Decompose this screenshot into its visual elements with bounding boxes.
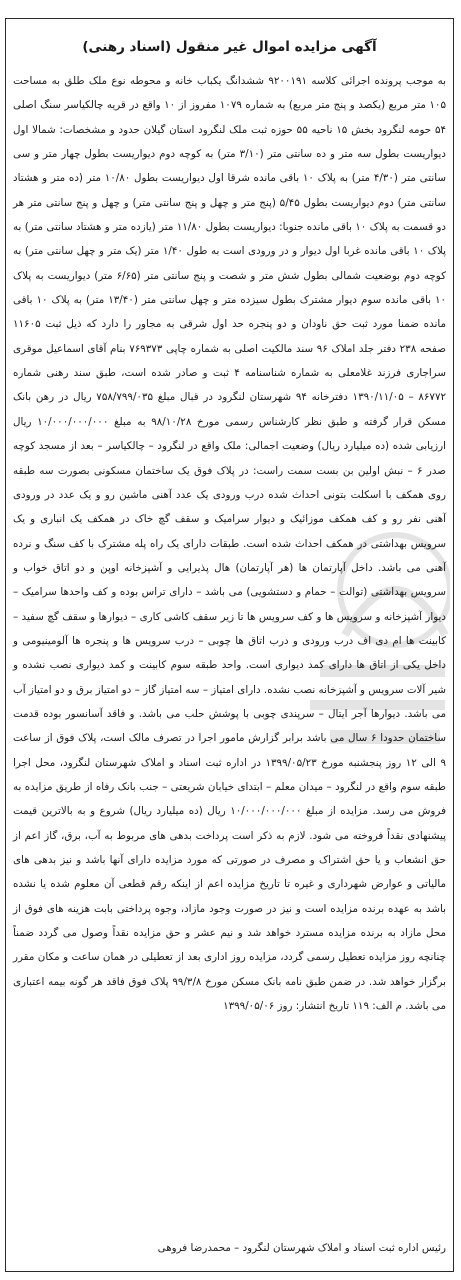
notice-frame xyxy=(5,18,454,1272)
signature-line: رئیس اداره ثبت اسناد و املاک شهرستان لنگرود – محمدرضا فروهی xyxy=(157,1242,446,1254)
notice-title: آگهی مزایده اموال غیر منقول (اسناد رهنی) xyxy=(82,39,377,55)
notice-body: به موجب پرونده اجرائی کلاسه ۹۲۰۰۱۹۱ ششدانگ یکباب خانه و محوطه نوع ملک طلق به مساحت ۱۰۵ متر مربع (یکصد و پنج متر مربع) به شماره ۱۰۷۹ مفروز از ۱۰ واقع در قریه چالکیاسر سنگ اصلی ۵۴ حومه لنگرود بخش ۱۵ ناحیه ۵۵ حوزه ثبت ملک لنگرود استان گیلان حدود و مشخصات: شمالا اول دیواریست بطول سه متر و ده سانتی متر (۳/۱۰ متر) به کوچه دوم دیواریست بطول چهار متر و سی سانتی متر (۴/۳۰ متر) به پلاک ۱۰ باقی مانده شرقا اول دیواریست بطول ۱۰/۸۰ متر (ده متر و هشتاد سانتی متر) دوم دیواریست بطول ۵/۴۵ (پنج متر و چهل و پنج سانتی متر) و چهل و پنج سانتی متر هر دو قسمت به پلاک ۱۰ باقی مانده جنوبا: دیواریست بطول ۱۱/۸۰ متر (یازده متر و هشتاد سانتی متر) به پلاک ۱۰ باقی مانده غربا اول دیوار و در ورودی است به طول ۱/۴۰ متر (یک متر و چهل سانتی متر) به کوچه دوم بوضعیت شمالی بطول شش متر و شصت و پنج سانتی متر (۶/۶۵ متر) دیواریست به پلاک ۱۰ باقی مانده سوم دیوار مشترک بطول سیزده متر و چهل سانتی متر (۱۳/۴۰ متر) به پلاک ۱۰ باقی مانده ضمنا مورد ثبت حق ناودان و دو پنجره حد اول شرقی به مجاور را دارد که ذیل ثبت ۱۱۶۰۵ صفحه ۲۳۸ دفتر جلد املاک ۹۶ سند مالکیت اصلی به شماره چاپی ۷۶۹۳۷۳ بنام آقای اسماعیل موقری سراجاری فرزند غلامعلی به شماره شناسنامه ۴ ثبت و صادر شده است، طبق سند رهنی شماره ۸۶۷۷۲ – ۱۳۹۰/۱۱/۰۵ دفترخانه ۹۴ شهرستان لنگرود در قبال مبلغ ۷۵۸/۷۹۹/۰۳۵ ریال در رهن بانک مسکن قرار گرفته و طبق نظر کارشناس رسمی مورخ ۹۸/۱۰/۲۸ به مبلغ ۱۰/۰۰۰/۰۰۰/۰۰۰ ریال ارزیابی شده (ده میلیارد ریال) وضعیت اجمالی: ملک واقع در لنگرود – چالکیاسر – بعد از مسجد کوچه صدر ۶ – نبش اولین بن بست سمت راست: در پلاک فوق یک ساختمان مسکونی بصورت سه طبقه روی همکف با اسکلت بتونی احداث شده درب ورودی یک عدد آهنی ماشین رو و یک عدد در ورودی آهنی نفر رو و کف همکف موزائیک و دیوار سرامیک و سقف گچ خاک در همکف یک انباری و یک سرویس بهداشتی در همکف احداث شده است. طبقات دارای یک راه پله مشترک با کف سنگ و نرده آهنی می باشد. داخل آپارتمان ها (هر آپارتمان) هال پذیرایی و آشپزخانه اوپن و دو اتاق خواب و سرویس بهداشتی (توالت – حمام و دستشویی) می باشد – دارای تراس بوده و کف واحدها سرامیک – دیوار آشپزخانه و سرویس ها و کف سرویس ها تا زیر سقف کاشی کاری – دیوارها و سقف گچ سفید – کابینت ها ام دی اف درب ورودی و درب اتاق ها چوبی – درب سرویس ها و پنجره ها آلومینیومی و داخل یکی از اتاق ها دارای کمد دیواری است. واحد طبقه سوم کابینت و کمد دیواری نصب نشده و شیر آلات سرویس و آشپزخانه نصب نشده. دارای امتیاز – سه امتیاز گاز – دو امتیاز برق و دو امتیاز آب می باشد. دیوارها آجر ایتال – سرپندی چوبی با پوشش حلب می باشد. و فاقد آسانسور بوده قدمت ساختمان حدودا ۶ سال می باشد برابر گزارش مامور اجرا در تصرف مالک است، پلاک فوق از ساعت ۹ الی ۱۲ روز پنجشنبه مورخ ۱۳۹۹/۰۵/۲۳ در اداره ثبت اسناد و املاک شهرستان لنگرود، محل اجرا طبقه سوم واقع در لنگرود – میدان معلم – ابتدای خیابان شریعتی – جنب بانک رفاه از طریق مزایده به فروش می رسد. مزایده از مبلغ ۱۰/۰۰۰/۰۰۰/۰۰۰ ریال (ده میلیارد ریال) شروع و به بالاترین قیمت پیشنهادی نقداً فروخته می شود. لازم به ذکر است پرداخت بدهی های مربوط به آب، برق، گاز اعم از حق انشعاب و یا حق اشتراک و مصرف در صورتی که مورد مزایده دارای آنها باشد و نیز بدهی های مالیاتی و عوارض شهرداری و غیره تا تاریخ مزایده اعم از اینکه رقم قطعی آن معلوم شده یا نشده باشد به عهده برنده مزایده است و نیز در صورت وجود مازاد، وجوه پرداختی بابت هزینه های فوق از محل مازاد به برنده مزایده مسترد خواهد شد و نیم عشر و حق مزایده نقداً وصول می گردد ضمناً چنانچه روز مزایده تعطیل رسمی گردد، مزایده روز اداری بعد از تعطیلی در همان ساعت و مکان مقرر برگزار خواهد شد. در ضمن طبق نامه بانک مسکن مورخ ۹۹/۳/۸ پلاک فوق فاقد هر گونه بیمه اعتباری می باشد. م الف: ۱۱۹ تاریخ انتشار: روز ۱۳۹۹/۰۵/۰۶ xyxy=(13,75,447,1013)
